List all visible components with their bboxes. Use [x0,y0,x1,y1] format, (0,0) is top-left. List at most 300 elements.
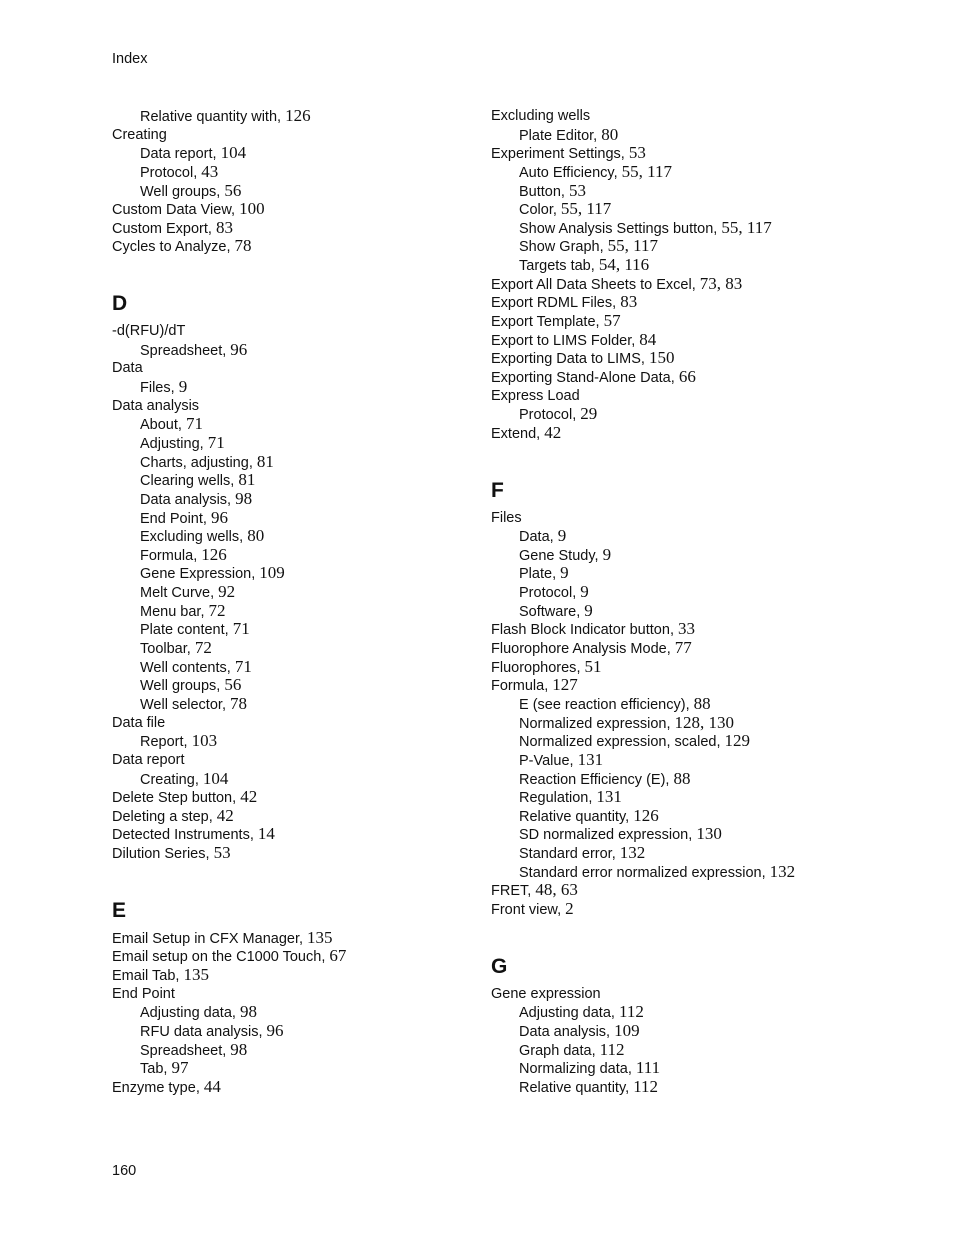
index-term: SD normalized expression [519,827,689,844]
index-subentry [491,256,871,275]
index-term: Files [140,380,171,397]
index-page-ref: 43 [201,161,219,181]
index-page-ref: 131 [596,787,622,807]
index-separator: , [226,239,235,256]
index-subentry [112,509,472,528]
index-page-ref: 2 [565,898,574,918]
index-separator: , [576,659,585,676]
index-entry [112,219,472,238]
index-term: Plate [519,566,553,583]
index-subentry [112,107,472,126]
index-term: Cycles to Analyze [112,239,227,256]
index-entry [112,1078,472,1097]
index-subentry [112,163,472,182]
index-entry [491,676,871,695]
index-separator: , [163,1061,172,1078]
index-page-ref: 111 [635,1058,661,1078]
index-separator: , [202,510,211,527]
index-separator: , [193,547,202,564]
index-page-ref: 48, 63 [535,880,578,900]
index-page-ref: 53 [568,180,586,200]
index-page-ref: 42 [216,805,234,825]
index-page-ref: 84 [639,329,657,349]
index-separator: , [569,752,578,769]
index-term: Protocol [140,164,194,181]
index-page-ref: 77 [674,638,692,658]
index-term: End Point [112,985,175,1002]
index-entry [112,788,472,807]
index-subentry [491,714,871,733]
index-entry [491,509,871,528]
index-subentry [491,825,871,844]
index-term: Reaction Efficiency (E) [519,771,666,788]
index-group-g [491,985,871,1097]
index-subentry [112,341,472,360]
index-subentry [112,732,472,751]
index-subentry [112,378,472,397]
index-separator: , [620,146,629,163]
index-separator: , [588,790,597,807]
index-term: Fluorophores [491,659,577,676]
index-subentry [491,863,871,882]
index-term: Auto Efficiency [519,164,614,181]
index-term: Melt Curve [140,585,211,602]
index-page-ref: 71 [232,619,250,639]
index-term: E (see reaction efficiency) [519,696,686,713]
index-separator: , [590,258,599,275]
index-page-ref: 112 [599,1039,625,1059]
index-subentry [112,676,472,695]
index-term: Email Tab [112,967,176,984]
index-page-ref: 53 [628,143,646,163]
index-term: Data [112,360,143,377]
index-term: Spreadsheet [140,342,223,359]
index-page-ref: 112 [618,1002,644,1022]
index-page-ref: 100 [239,199,265,219]
index-subentry [112,1041,472,1060]
index-separator: , [199,435,208,452]
index-subentry [491,1059,871,1078]
index-page-ref: 103 [191,731,218,751]
running-header: Index [112,51,148,67]
index-separator: , [595,314,604,331]
index-subentry [112,471,472,490]
index-separator: , [251,566,260,583]
index-separator: , [544,678,553,695]
index-page-ref: 56 [224,675,242,695]
index-subentry [491,1003,871,1022]
index-term: Spreadsheet [140,1042,223,1059]
index-term: Normalized expression, scaled [519,734,717,751]
index-term: Experiment Settings [491,146,621,163]
index-term: Well groups [140,183,217,200]
index-page-ref: 55, 117 [607,236,659,256]
index-page-ref: 9 [602,544,612,564]
index-page-ref: 129 [724,731,751,751]
index-term: Data [519,529,550,546]
index-term: Fluorophore Analysis Mode [491,641,667,658]
index-page-ref: 96 [266,1020,284,1040]
letter-gap [112,315,472,322]
index-term: Relative quantity [519,1079,626,1096]
index-entry [491,312,871,331]
index-page-ref: 9 [584,600,593,620]
index-subentry [491,163,871,182]
index-page-ref: 81 [238,470,256,490]
index-separator: , [631,332,640,349]
index-page-ref: 42 [240,787,258,807]
index-separator: , [612,295,621,312]
index-subentry [112,602,472,621]
index-separator: , [321,949,330,966]
index-entry [112,844,472,863]
index-term: Graph data [519,1042,592,1059]
index-entry [112,966,472,985]
index-term: Button [519,183,561,200]
index-separator: , [221,696,230,713]
index-separator: , [691,276,700,293]
index-page-ref: 53 [213,843,231,863]
index-subentry [112,695,472,714]
index-subentry [491,583,871,602]
index-separator: , [231,1005,240,1022]
index-page-ref: 56 [224,180,242,200]
index-separator: , [560,183,569,200]
index-term: Export to LIMS Folder [491,332,632,349]
index-page-ref: 71 [185,414,203,434]
index-term: Software [519,603,577,620]
index-separator: , [195,1079,204,1096]
index-page-ref: 51 [584,656,602,676]
index-separator: , [216,678,225,695]
section-gap [491,919,871,956]
index-group-c-tail [112,107,472,256]
index-separator: , [177,417,186,434]
index-separator: , [593,127,602,144]
index-term: Plate Editor [519,127,594,144]
index-page-ref: 55, 117 [721,217,772,237]
index-separator: , [611,846,620,863]
index-entry [491,639,871,658]
index-term: Express Load [491,387,580,404]
index-term: Well selector [140,696,222,713]
index-subentry [112,144,472,163]
index-page-ref: 98 [239,1002,257,1022]
index-term: FRET [491,883,528,900]
index-separator: , [576,603,585,620]
index-column-right [491,107,871,1096]
index-term: Tab [140,1061,164,1078]
index-page-ref: 128, 130 [674,712,735,732]
index-subentry [491,844,871,863]
index-page-ref: 73, 83 [699,273,743,293]
index-term: Menu bar [140,603,201,620]
index-entry [112,985,472,1004]
index-subentry [491,807,871,826]
index-entry [491,331,871,350]
section-letter-d: D [112,292,128,316]
index-term: -d(RFU)/dT [112,323,186,340]
index-term: Targets tab [519,258,591,275]
index-term: Standard error normalized expression [519,864,762,881]
index-subentry [491,405,871,424]
index-term: Data report [140,146,213,163]
index-term: Adjusting data [140,1005,232,1022]
section-gap [491,443,871,480]
index-subentry [491,126,871,145]
index-page-ref: 135 [183,964,209,984]
index-entry [491,368,871,387]
page-number: 160 [112,1163,137,1179]
index-separator: , [549,529,558,546]
index-term: Normalizing data [519,1061,628,1078]
index-page-ref: 83 [620,292,638,312]
index-term: Enzyme type [112,1079,196,1096]
index-term: Data report [112,751,185,768]
index-separator: , [170,380,179,397]
index-term: About [140,417,178,434]
index-term: Adjusting [140,435,200,452]
index-entry [112,807,472,826]
index-term: Custom Data View [112,202,232,219]
index-entry [491,387,871,406]
index-term: Protocol [519,407,573,424]
index-term: P-Value [519,752,570,769]
index-page-ref: 98 [230,1039,248,1059]
index-page-ref: 29 [580,404,598,424]
index-separator: , [527,883,536,900]
index-separator: , [248,454,257,471]
index-separator: , [227,491,236,508]
index-term: Email Setup in CFX Manager [112,930,299,947]
index-page-ref: 98 [235,488,253,508]
index-page-ref: 14 [257,824,275,844]
index-page-ref: 104 [202,768,229,788]
index-term: Excluding wells [491,108,591,124]
index-separator: , [713,220,722,237]
letter-gap [112,922,472,929]
index-term: Gene Expression [140,566,252,583]
index-page-ref: 55, 117 [560,199,612,219]
index-separator: , [557,901,566,918]
index-subentry [112,1059,472,1078]
index-entry [491,107,871,126]
index-page-ref: 96 [230,339,248,359]
index-term: Data file [112,714,166,731]
index-group-d [112,322,472,863]
index-page-ref: 97 [171,1058,189,1078]
index-entry [112,751,472,770]
index-subentry [491,237,871,256]
index-separator: , [716,734,725,751]
index-term: Email setup on the C1000 Touch [112,949,322,966]
index-entry [112,397,472,416]
section-gap [112,863,472,900]
index-term: Files [491,509,522,526]
index-page-ref: 55, 117 [621,161,673,181]
index-page-ref: 131 [577,749,604,769]
index-term: Show Graph [519,239,600,256]
index-page-ref: 9 [560,563,569,583]
index-term: Dilution Series [112,846,206,863]
index-page-ref: 66 [678,366,696,386]
index-separator: , [186,641,195,658]
index-separator: , [536,425,545,442]
index-subentry [491,732,871,751]
index-page-ref: 92 [218,582,236,602]
index-subentry [112,527,472,546]
index-separator: , [665,771,674,788]
index-term: Adjusting data [519,1005,611,1022]
index-page-ref: 104 [220,143,247,163]
index-page-ref: 57 [603,311,621,331]
index-subentry [491,695,871,714]
index-page-ref: 67 [329,946,347,966]
index-group-f [491,509,871,919]
index-separator: , [216,183,225,200]
index-subentry [112,415,472,434]
index-separator: , [670,369,679,386]
index-term: Export RDML Files [491,295,613,312]
index-separator: , [193,164,202,181]
index-entry [491,144,871,163]
index-term: Gene expression [491,985,601,1002]
index-term: Relative quantity [519,808,626,825]
index-page-ref: 81 [256,451,274,471]
index-term: Export Template [491,314,596,331]
letter-gap [491,502,871,509]
index-separator: , [226,659,235,676]
index-separator: , [232,790,241,807]
index-term: Standard error [519,846,612,863]
index-separator: , [210,585,219,602]
index-entry [112,237,472,256]
index-term: Well contents [140,659,227,676]
index-page-ref: 126 [201,544,227,564]
index-separator: , [572,585,581,602]
index-term: Report [140,734,184,751]
index-entry [112,825,472,844]
index-page-ref: 132 [769,861,796,881]
index-subentry [491,564,871,583]
index-term: Flash Block Indicator button [491,622,670,639]
index-term: Color [519,202,553,219]
index-separator: , [222,342,231,359]
index-entry [112,947,472,966]
index-term: Plate content [140,622,225,639]
index-term: Normalized expression [519,715,667,732]
index-term: Delete Step button [112,790,233,807]
index-term: Exporting Stand-Alone Data [491,369,671,386]
index-page-ref: 112 [633,1076,659,1096]
section-letter-f: F [491,478,504,502]
index-term: Detected Instruments [112,827,250,844]
index-term: Well groups [140,678,217,695]
index-term: Data analysis [519,1023,607,1040]
index-page-ref: 9 [580,582,589,602]
index-subentry [112,490,472,509]
index-page-ref: 88 [673,768,691,788]
index-entry [112,126,472,145]
index-term: Gene Study [519,547,595,564]
index-page-ref: 78 [230,693,247,713]
index-separator: , [222,1042,231,1059]
index-term: Charts, adjusting [140,454,249,471]
index-separator: , [194,771,203,788]
section-gap [112,256,472,293]
index-separator: , [627,1061,636,1078]
index-term: Protocol [519,585,573,602]
index-subentry [491,1041,871,1060]
index-page-ref: 109 [259,563,285,583]
index-page-ref: 71 [207,432,225,452]
index-entry [112,200,472,219]
index-separator: , [613,164,622,181]
index-page-ref: 78 [234,236,252,256]
index-separator: , [591,1042,600,1059]
index-page-ref: 96 [210,507,228,527]
index-subentry [491,1078,871,1097]
index-separator: , [298,930,308,947]
index-separator: , [625,1079,634,1096]
index-page-ref: 109 [614,1020,640,1040]
index-page-ref: 71 [234,656,252,676]
index-subentry [112,639,472,658]
index-separator: , [239,529,248,546]
index-subentry [112,546,472,565]
index-subentry [112,620,472,639]
index-group-e [112,929,472,1097]
index-subentry [112,564,472,583]
index-term: Relative quantity with [140,109,278,125]
index-term: Front view [491,901,558,918]
index-separator: , [205,846,214,863]
index-subentry [112,1022,472,1041]
index-term: Custom Export [112,220,208,237]
index-page-ref: 83 [215,217,233,237]
index-entry [112,359,472,378]
index-subentry [112,182,472,201]
index-page-ref: 132 [619,843,646,863]
index-separator: , [594,547,603,564]
index-term: Formula [491,678,545,695]
index-entry [491,424,871,443]
index-entry [112,929,472,948]
index-entry [491,985,871,1004]
index-subentry [112,1003,472,1022]
index-page-ref: 88 [693,693,711,713]
index-separator: , [688,827,697,844]
index-subentry [491,751,871,770]
index-separator: , [231,202,240,219]
index-entry [491,881,871,900]
index-subentry [112,434,472,453]
index-term: Formula [140,547,194,564]
index-subentry [491,788,871,807]
index-term: Creating [140,771,195,788]
index-separator: , [606,1023,615,1040]
index-subentry [491,602,871,621]
index-page-ref: 80 [601,124,619,144]
index-separator: , [175,967,184,984]
index-subentry [112,658,472,677]
index-group-e-tail [491,107,871,443]
index-separator: , [224,622,233,639]
index-subentry [491,546,871,565]
index-term: Excluding wells [140,529,240,546]
index-page-ref: 72 [194,638,212,658]
index-page-ref: 33 [678,619,695,639]
